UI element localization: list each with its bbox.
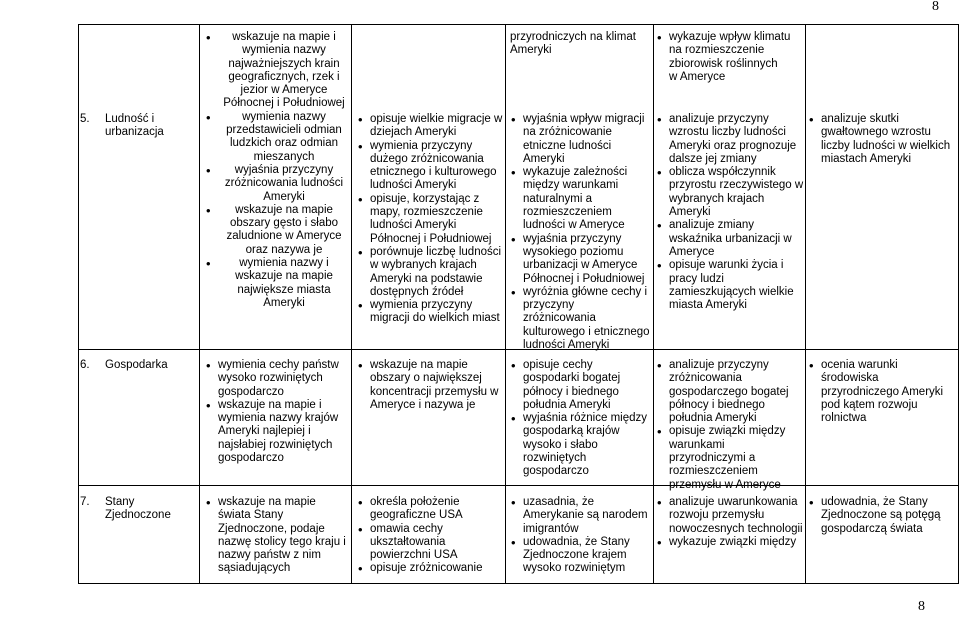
list-item: • opisuje zróżnicowanie <box>357 562 505 575</box>
column-divider <box>505 24 506 584</box>
page-number-bottom: 8 <box>918 599 925 614</box>
column-divider <box>653 24 654 584</box>
row-topic: Ludność i urbanizacja <box>105 113 164 139</box>
list-item: • wskazuje na mapie obszary o największej koncentracji przemysłu w Ameryce i nazywa je <box>357 359 505 412</box>
list-item: • wykazuje zależności między warunkami naturalnymi a rozmieszczeniem ludności w Ameryce <box>510 166 650 232</box>
list-item: • analizuje przyczyny wzrostu liczby ludności Ameryki oraz prognozuje dalsze jej zmiany <box>656 113 804 166</box>
text-line: na rozmieszczenie <box>669 44 765 57</box>
list-item: • analizuje zmiany wskaźnika urbanizacji w Ameryce <box>656 219 804 259</box>
requirements-cell <box>205 496 350 576</box>
list-item: • analizuje uwarunkowania rozwoju przemysłu nowoczesnych technologii <box>656 496 804 536</box>
requirements-cell <box>656 113 804 312</box>
list-item: • ocenia warunki środowiska przyrodniczego Ameryki pod kątem rozwoju rolnictwa <box>808 359 956 425</box>
text-line: Ameryki <box>510 44 552 57</box>
requirements-cell <box>510 113 650 352</box>
list-item: • omawia cechy ukształtowania powierzchni USA <box>357 523 505 563</box>
requirements-cell <box>205 31 350 310</box>
list-item: • wskazuje na mapie obszary gęsto i słabo zaludnione w Ameryce oraz nazywa je <box>205 204 350 257</box>
list-item: • wymienia cechy państw wysoko rozwiniętych gospodarczo <box>205 359 350 399</box>
requirements-cell <box>510 496 650 576</box>
list-item: • oblicza współczynnik przyrostu rzeczywistego w wybranych krajach Ameryki <box>656 166 804 219</box>
list-item: • analizuje przyczyny zróżnicowania gospodarczego bogatej północy i biednego południa Ameryki <box>656 359 804 425</box>
continued-text <box>510 31 650 58</box>
list-item: • opisuje warunki życia i pracy ludzi zamieszkujących wielkie miasta Ameryki <box>656 259 804 312</box>
requirements-cell <box>357 113 505 326</box>
row-number: 6. <box>80 359 90 371</box>
requirements-cell <box>656 31 804 84</box>
requirements-cell <box>808 359 956 425</box>
list-item: • wymienia nazwy przedstawicieli odmian ludzkich oraz odmian mieszanych <box>205 111 350 164</box>
requirements-cell <box>808 496 956 536</box>
page-number-top: 8 <box>932 0 939 14</box>
list-item: • analizuje skutki gwałtownego wzrostu liczby ludności w wielkich miastach Ameryki <box>808 113 956 166</box>
list-item: • wymienia przyczyny migracji do wielkich miast <box>357 299 505 326</box>
list-item: • wyjaśnia wpływ migracji na zróżnicowanie etniczne ludności Ameryki <box>510 113 650 166</box>
list-item: • wyjaśnia przyczyny wysokiego poziomu urbanizacji w Ameryce Północnej i Południowej <box>510 233 650 286</box>
list-item: • udowadnia, że Stany Zjednoczone krajem wysoko rozwiniętym <box>510 536 650 576</box>
requirements-cell <box>808 113 956 166</box>
row-number: 5. <box>80 113 90 125</box>
table-border-bottom <box>78 583 959 584</box>
row-topic: Stany Zjednoczone <box>105 496 171 522</box>
list-item: • opisuje związki między warunkami przyrodniczymi a rozmieszczeniem przemysłu w Ameryce <box>656 425 804 491</box>
list-item: • wyjaśnia przyczyny zróżnicowania ludności Ameryki <box>205 164 350 204</box>
column-divider <box>805 24 806 584</box>
row-number: 7. <box>80 496 90 508</box>
text-line: przyrodniczych na klimat <box>510 31 636 43</box>
list-item: • opisuje cechy gospodarki bogatej północy i biednego południa Ameryki <box>510 359 650 412</box>
list-item: • określa położenie geograficzne USA <box>357 496 505 523</box>
list-item: • wymienia przyczyny dużego zróżnicowania etnicznego i kulturowego ludności Ameryki <box>357 140 505 193</box>
requirements-cell <box>357 359 505 412</box>
column-divider <box>78 24 79 584</box>
column-divider <box>351 24 352 584</box>
text-line: w Ameryce <box>669 70 726 83</box>
text-line: zbiorowisk roślinnych <box>669 57 778 70</box>
text-line: wykazuje wpływ klimatu <box>669 31 791 43</box>
list-item: • wykazuje związki między <box>656 536 804 549</box>
table-border-top <box>78 24 959 25</box>
list-item: • wskazuje na mapie i wymienia nazwy krajów Ameryki najlepiej i najsłabiej rozwiniętych gospodarczo <box>205 399 350 465</box>
row-divider <box>78 485 959 486</box>
list-item: • wskazuje na mapie świata Stany Zjednoczone, podaje nazwę stolicy tego kraju i nazwy państw z nim sąsiadujących <box>205 496 350 576</box>
row-topic: Gospodarka <box>105 359 168 371</box>
list-item: • wskazuje na mapie i wymienia nazwy najważniejszych krain geograficznych, rzek i jezior w Ameryce Północnej i Południowej <box>205 31 350 111</box>
list-item: • porównuje liczbę ludności w wybranych krajach Ameryki na podstawie dostępnych źródeł <box>357 246 505 299</box>
list-item: • uzasadnia, że Amerykanie są narodem imigrantów <box>510 496 650 536</box>
requirements-cell <box>510 359 650 479</box>
list-item: • wyróżnia główne cechy i przyczyny zróżnicowania kulturowego i etnicznego ludności Ameryki <box>510 286 650 352</box>
list-item: • wyjaśnia różnice między gospodarką krajów wysoko i słabo rozwiniętych gospodarczo <box>510 412 650 478</box>
requirements-cell <box>656 496 804 549</box>
list-item <box>656 31 804 84</box>
list-item: • udowadnia, że Stany Zjednoczone są potęgą gospodarczą świata <box>808 496 956 536</box>
list-item: • wymienia nazwy i wskazuje na mapie największe miasta Ameryki <box>205 257 350 310</box>
requirements-cell <box>656 359 804 492</box>
list-item: • opisuje, korzystając z mapy, rozmieszczenie ludności Ameryki Północnej i Południowej <box>357 193 505 246</box>
requirements-cell <box>357 496 505 576</box>
requirements-cell <box>205 359 350 465</box>
list-item: • opisuje wielkie migracje w dziejach Ameryki <box>357 113 505 140</box>
